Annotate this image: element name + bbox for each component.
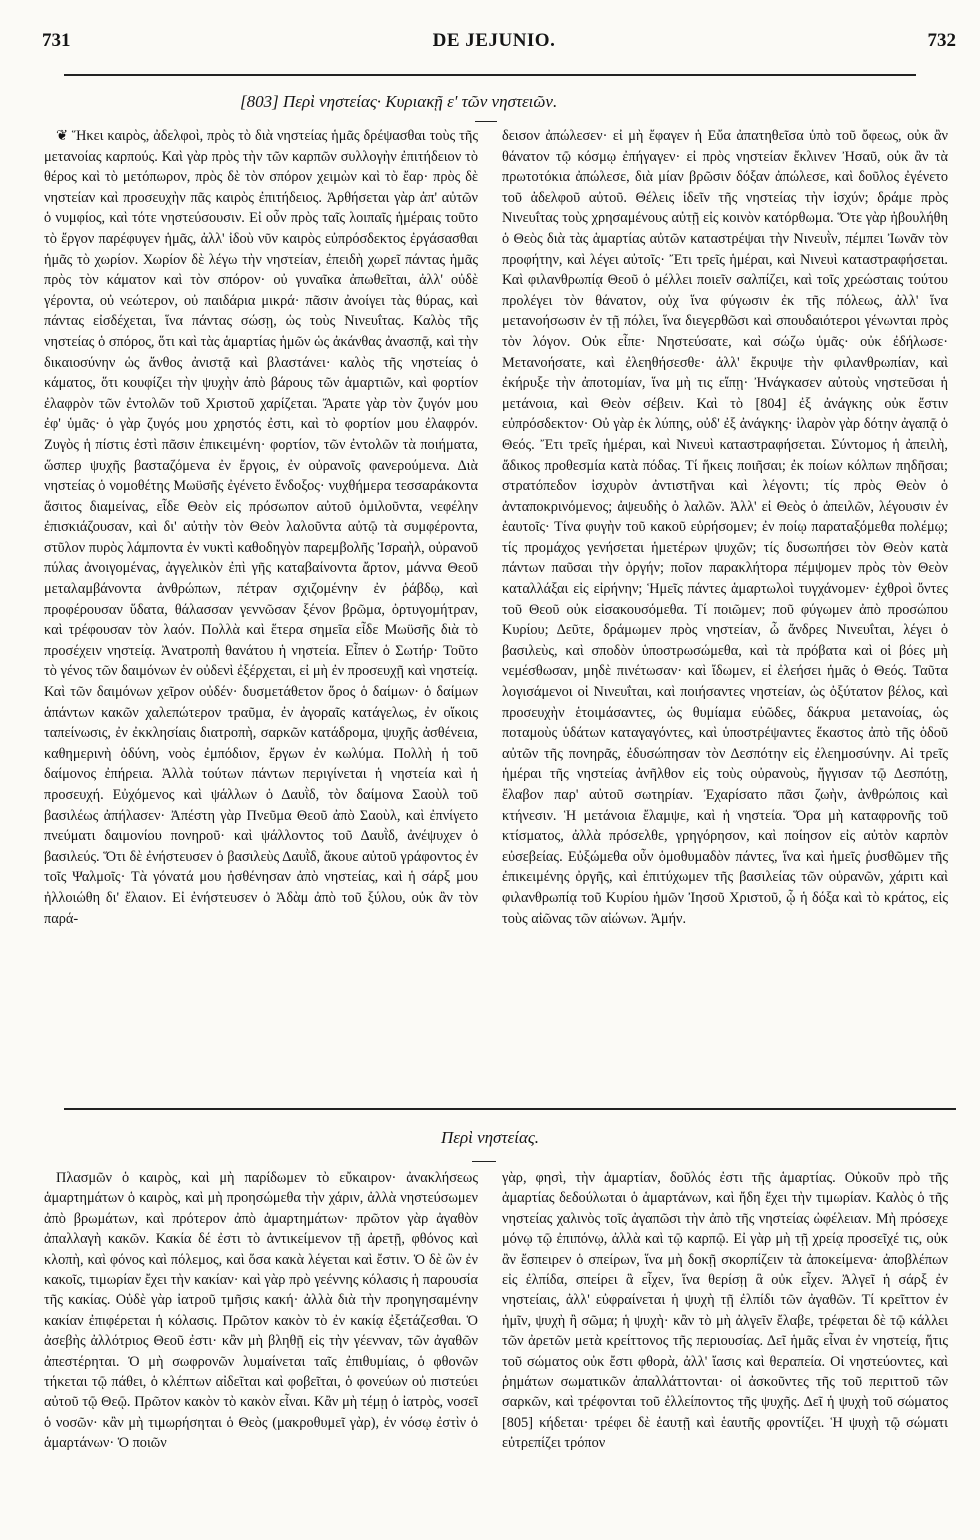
column-number-right: 732 — [927, 30, 956, 51]
section-1-right-column — [502, 126, 948, 1101]
section-2-left-column — [44, 1168, 478, 1520]
section-1-left-column — [44, 126, 478, 1101]
running-title: DE JEJUNIO. — [432, 30, 556, 51]
running-head — [30, 30, 958, 60]
section-1-right-text: δεισον ἀπώλεσεν· εἰ μὴ ἔφαγεν ἡ Εὔα ἀπατηθεῖσα ὑπὸ τοῦ ὄφεως, οὐκ ἂν θάνατον τῷ κόσμῳ ἐπήγαγεν· εἰ πρὸς νηστείαν ἔκλινεν Ἠσαῦ, οὐκ ἂν τὰ πρωτοτόκια ἀπώλεσε, διὰ μίαν βρῶσιν δόξαν ἀπώλεσε, καὶ δοῦλος ἐγένετο τοῦ ἀδελφοῦ αὐτοῦ. Θέλεις ἰδεῖν τῆς νηστείας τὴν ἰσχύν; δράμε πρὸς Νινευΐτας τοὺς χρησαμένους αὐτῇ εἰς κοινὸν κατόρθωμα. Ὅτε γὰρ ἠβουλήθη ὁ Θεὸς διὰ τὰς ἁμαρτίας αὐτῶν καταστρέψαι τὴν Νινευῒν, πέμπει Ἰωνᾶν τὸν προφήτην, καὶ λέγει αὐτοῖς· Ἔτι τρεῖς ἡμέραι, καὶ Νινευὶ καταστραφήσεται. Καὶ φιλανθρωπίᾳ Θεοῦ ὁ μέλλει ποιεῖν σαλπίζει, καὶ τοῖς χρεώσταις τούτου προλέγει τὸν θάνατον, οὐχ ἵνα φύγωσιν ἐκ τῆς πόλεως, ἀλλ' ἵνα μετανοήσωσιν ἐν τῇ πόλει, ἵνα διεγερθῶσι καὶ σπουδαιότεροι γένωνται πρὸς τὸν λόγον. Οὐκ εἶπε· Νηστεύσατε, καὶ σώζω ὑμᾶς· οὐκ ἐδήλωσε· Μετανοήσατε, καὶ ἐλεηθήσεσθε· ἀλλ' ἔκρυψε τὴν φιλανθρωπίαν, καὶ ἐκήρυξε τὴν ἀποτομίαν, ἵνα μὴ τις εἴπῃ· Ἠνάγκασεν αὐτοὺς νηστεῦσαι ἡ μετάνοια, καὶ Θεὸν σέβειν. Καὶ τὸ [804] ἐξ ἀνάγκης οὐκ ἔστιν εὐπρόσδεκτον· Οὐ γὰρ ἐκ λύπης, οὐδ' ἐξ ἀνάγκης· ἱλαρὸν γὰρ δότην ἀγαπᾷ ὁ Θεός. Ἔτι τρεῖς ἡμέραι, καὶ Νινευὶ καταστραφήσεται. Σύντομος ἡ ἀπειλὴ, ἄδικος προθεσμία κατὰ πόδας. Τί ἥκεις ποιῆσαι; ἐκ ποίων κόλπων πηδῆσαι; στρατόπεδον ἰσχυρὸν ἀντιστῆναι καὶ λέγοντι; τίς πρὸς Θεὸν ὁ ἀνταποκρινόμενος; ἀψευδὴς ὁ λαλῶν. Ἀλλ' εἰ Θεὸς ὁ ἀπειλῶν, λέγουσιν ἐν ἑαυτοῖς· Τίνα φυγὴν τοῦ κακοῦ εὑρήσομεν; ἐν ποίῳ παραταξόμεθα πολέμῳ; τίς προμάχος γενήσεται ἡμετέρων ψυχῶν; τίς δυσωπήσει τὸν Θεὸν κατὰ πάντων παῦσαι τὴν ὀργήν; ποῖον παρακλήτορα πέμψομεν πρὸς τὸν Θεὸν καταλλάξαι εἰς εἰρήνην; Ἡμεῖς πάντες ἁμαρτωλοὶ τυγχάνομεν· ἐχθροὶ ὄντες τοῦ Θεοῦ οὐκ εἰσακουσόμεθα. Τί ποιῶμεν; ποῦ φύγωμεν ἀπὸ προσώπου Κυρίου; Δεῦτε, δράμωμεν πρὸς νηστείαν, ὦ ἄνδρες Νινευΐται, λέγει ὁ βασιλεὺς, καὶ σποδὸν ὑποστρωσώμεθα, καὶ τὰ πρόβατα καὶ οἱ βόες μὴ νεμέσθωσαν, μηδὲ πινέτωσαν· καὶ ἴδωμεν, εἰ ἐλεήσει ἡμᾶς ὁ Θεός. Ταῦτα λογισάμενοι οἱ Νινευΐται, καὶ ποιήσαντες νηστείαν, ὡς ὀξύτατον βέλος, καὶ προσευχὴν ἑτοιμάσαντες, ὡς θυμίαμα εὐῶδες, δάκρυα μετανοίας, ὡς ποταμοὺς ὑδάτων καταγαγόντες, καὶ ὑποστρέψαντες ἕκαστος ἀπὸ τῆς ὁδοῦ αὐτῶν τῆς πονηρᾶς, ἐδυσώπησαν τὸν Δεσπότην εἰς ἐλεημοσύνην. Αἱ τρεῖς ἡμέραι τῆς νηστείας ἀνῆλθον εἰς τοὺς οὐρανοὺς, ἤγγισαν τῷ Δεσπότῃ, ἔλαβον παρ' αὐτοῦ σωτηρίαν. Ἐχαρίσατο πᾶσι ζωὴν, ἀνθρώποις καὶ κτήνεσιν. Ἡ μετάνοια ἔλαμψε, καὶ ἡ νηστεία. Ὅρα μὴ καταφρονῆς τοῦ κτίσματος, ἀλλὰ πρόσελθε, γρηγόρησον, καὶ ποίησον εἰς αὐτὸν καρπὸν εὐσεβείας. Εὐξώμεθα οὖν ὁμοθυμαδὸν πάντες, ἵνα καὶ ἡμεῖς ῥυσθῶμεν τῆς ἐπικειμένης ὀργῆς, καὶ ἐπιτύχωμεν τῆς βασιλείας τῶν οὐρανῶν, χάριτι καὶ φιλανθρωπίᾳ τοῦ Κυρίου ἡμῶν Ἰησοῦ Χριστοῦ, ᾧ ἡ δόξα καὶ τὸ κράτος, εἰς τοὺς αἰῶνας τῶν αἰώνων. Ἀμήν. — [502, 128, 948, 927]
section-1-title: [803] Περὶ νηστείας· Κυριακῇ ε' τῶν νηστειῶν. — [240, 92, 558, 111]
section-divider-rule — [64, 1108, 956, 1110]
header-rule — [64, 74, 916, 76]
section-2-title-rule — [472, 1161, 496, 1162]
column-number-left: 731 — [42, 30, 71, 51]
section-1-left-text: ❦ Ἥκει καιρὸς, ἀδελφοὶ, πρὸς τὸ διὰ νηστείας ἡμᾶς δρέψασθαι τοὺς τῆς μετανοίας καρπούς. Καὶ γὰρ πρὸς τὴν τῶν καρπῶν συλλογὴν ἐπιτήδειον τὸ θέρος καὶ τὸ μετόπωρον, πρὸς δὲ τὸν σπόρον χειμὼν καὶ τὸ ἔαρ· πρὸς δὲ νηστείαν καὶ προσευχὴν πᾶς καιρὸς ἐπιτήδειος. Ἀρθήσεται γὰρ ἀπ' αὐτῶν ὁ νυμφίος, καὶ τότε νηστεύσουσιν. Εἰ οὖν πρὸς ταῖς λοιπαῖς ἡμέραις τοῦτο τὸ ἔργον παρέφυγεν ἡμᾶς, ἀλλ' ἰδοὺ νῦν καιρὸς εὐπρόσδεκτος ἐργάσασθαι ἡμᾶς τὸ χωρίον. Χωρίον δὲ λέγω τὴν νηστείαν, ἐπειδὴ χωρεῖ πάντας ἡμᾶς πρὸς τὸν κάματον καὶ τὸν σπόρον· οὐ γυναῖκα ἀπωθεῖται, ἀλλ' οὐδὲ γέροντα, οὐ νεώτερον, οὐ παιδάρια μικρά· πᾶσιν ἀνοίγει τὰς θύρας, καὶ πάντας εἰσδέχεται, ἵνα πάντας σώσῃ, ὡς τοὺς Νινευΐτας. Καλὸς τῆς νηστείας ὁ σπόρος, ὅτι καὶ τὰς ἁμαρτίας ἡμῶν ὡς ἀκάνθας ἀνασπᾷ, καὶ τὴν δικαιοσύνην ὡς ἄνθος ἀνιστᾷ καὶ βλαστάνει· καλὸς τῆς νηστείας ὁ κάματος, ὅτι κουφίζει τὴν ψυχὴν ἀπὸ βάρους τῶν ἁμαρτιῶν, καὶ φορτίον ἐλαφρὸν τῶν ἐντολῶν τοῦ Χριστοῦ χαρίζεται. Ἄρατε γὰρ τὸν ζυγόν μου ἐφ' ὑμᾶς· ὁ γὰρ ζυγός μου χρηστός ἐστι, καὶ τὸ φορτίον μου ἐλαφρόν. Ζυγὸς ἡ πίστις ἐστὶ πᾶσιν ἐπικειμένη· φορτίον, τῶν ἐντολῶν τὰ ποιήματα, ὥσπερ ψυχῆς βασταζόμενα ἐν ἔργοις, ἐν οὐρανοῖς φανερούμενα. Διὰ νηστείας ὁ νομοθέτης Μωϋσῆς ἐγένετο ἔνδοξος· νυχθήμερα τεσσαράκοντα ἄσιτος διαμείνας, εἶδε Θεὸν εἰς πρόσωπον αὐτοῦ ὁμιλοῦντα, νεφέλην ἐπισκιάζουσαν, καὶ δι' αὐτὴν τὸν Θεὸν λαλοῦντα αὐτῷ τὰ συμφέροντα, στῦλον πυρὸς λάμποντα ἐν νυκτὶ καθοδηγὸν παρεμβολῆς Ἰσραὴλ, οὐρανοῦ πύλας ἀνοιγομένας, ἀγγελικὸν ἐπὶ γῆς καταβαίνοντα ἄρτον, μάννα Θεοῦ μεταλαμβάνοντα ἀνθρώπων, πέτραν σχιζομένην ἐν ῥάβδῳ, καὶ προφέρουσαν ὕδατα, θάλασσαν γεννῶσαν ξένον βρῶμα, ὀρτυγομήτραν, καὶ τρέφουσαν τὸν λαόν. Πολλὰ καὶ ἕτερα σημεῖα εἶδε Μωϋσῆς διὰ τὸ προσέχειν νηστείᾳ. Ἀνατροπὴ θανάτου ἡ νηστεία. Εἶπεν ὁ Σωτήρ· Τοῦτο τὸ γένος τῶν δαιμόνων ἐν οὐδενὶ ἐξέρχεται, εἰ μὴ ἐν προσευχῇ καὶ νηστείᾳ. Καὶ τῶν δαιμόνων χεῖρον οὐδέν· δυσμετάθετον ὅρος ὁ δαίμων· ὁ δαίμων ἁπάντων κακῶν χαλεπώτερον τραῦμα, ἐν ἀγοραῖς κατάγελως, ἐν οἴκοις ταπείνωσις, ἐν ἐκκλησίαις διατροπὴ, σαρκῶν κατάδρομα, ψυχῆς ἀσθένεια, καθημερινὴ ὀδύνη, νοὸς ἐμπόδιον, ἔργων ἐν κωλύμα. Πολλὴ ἡ τοῦ δαίμονος ἐπήρεια. Ἀλλὰ τούτων πάντων περιγίνεται ἡ νηστεία καὶ ἡ προσευχή. Εὐχόμενος καὶ ψάλλων ὁ Δαυῒδ, τὸν δαίμονα Σαοὺλ τοῦ βασιλέως ἀπήλασεν· Ἀπέστη γὰρ Πνεῦμα Θεοῦ ἀπὸ Σαοὺλ, καὶ ἐπνίγετο πνεύματι δαιμονίου πονηροῦ· καὶ ψάλλοντος τοῦ Δαυῒδ, ἀνέψυχεν ὁ βασιλεύς. Ὅτι δὲ ἐνήστευσεν ὁ βασιλεὺς Δαυῒδ, ἄκουε αὐτοῦ γράφοντος ἐν τοῖς Ψαλμοῖς· Τὰ γόνατά μου ἠσθένησαν ἀπὸ νηστείας, καὶ ἡ σάρξ μου ἠλλοιώθη δι' ἔλαιον. Εἰ ἐνήστευσεν ὁ Ἀδὰμ ἀπὸ τοῦ ξύλου, οὐκ ἂν τὸν παρά- — [44, 128, 478, 927]
section-2-right-column — [502, 1168, 948, 1520]
section-1-title-rule — [475, 121, 497, 122]
section-2-left-text: Πλασμῶν ὁ καιρὸς, καὶ μὴ παρίδωμεν τὸ εὔκαιρον· ἀνακλήσεως ἁμαρτημάτων ὁ καιρὸς, καὶ μὴ προησώμεθα τὴν χάριν, ἀλλὰ νηστεύσωμεν ἀπὸ βρωμάτων, καὶ πρότερον ἀπὸ ἁμαρτημάτων· πρῶτον γὰρ ἀγαθὸν ἀπαλλαγὴ κακῶν. Κακία δέ ἐστι τὸ ἀντικείμενον τῇ ἀρετῇ, φθόνος καὶ κλοπὴ, καὶ φόνος καὶ πόλεμος, καὶ ὅσα κακὰ λέγεται καὶ ἔστιν. Ὁ δὲ ὢν ἐν κακοῖς, τιμωρίαν ἔχει τὴν κακίαν· καὶ γὰρ πρὸ γεέννης κόλασις ἡ παρουσία τῆς κακίας. Οὐδὲ γὰρ ἰατροῦ τμῆσις κακή· ἀλλὰ διὰ τὴν προηγησαμένην κακίαν ἐπιφέρεται ἡ κόλασις. Πρῶτον κακὸν τὸ ἐν κακίᾳ ἐξετάζεσθαι. Ὁ ἀσεβὴς ἀλλότριος Θεοῦ ἐστι· κἂν μὴ βληθῇ εἰς τὴν γέενναν, τῶν ἀγαθῶν ἀπεστέρηται. Ὁ μὴ σωφρονῶν λυμαίνεται ταῖς ἐπιθυμίαις, ὁ φθονῶν τήκεται τῷ πάθει, ὁ κλέπτων αἰδεῖται καὶ φοβεῖται, ὁ φονεύων οὐ πιστεύει αὐτοῦ τῷ Θεῷ. Πρῶτον κακὸν τὸ κακὸν εἶναι. Κἂν μὴ τέμῃ ὁ ἰατρὸς, νοσεῖ ὁ νοσῶν· κἂν μὴ τιμωρήσηται ὁ Θεὸς (μακροθυμεῖ γὰρ), ἐν νόσῳ ἐστὶν ὁ ἁμαρτάνων· Ὁ ποιῶν — [44, 1170, 478, 1452]
section-2-title: Περὶ νηστείας. — [440, 1128, 540, 1147]
section-2-right-text: γὰρ, φησὶ, τὴν ἁμαρτίαν, δοῦλός ἐστι τῆς ἁμαρτίας. Οὐκοῦν πρὸ τῆς ἁμαρτίας δεδούλωται ὁ ἁμαρτάνων, καὶ ἤδη ἔχει τὴν τιμωρίαν. Καλὸς ὁ τῆς νηστείας χαλινὸς τοῖς ἀγαπῶσι τὴν ἀπὸ τῆς νηστείας ὠφέλειαν. Μὴ πρόσεχε μόνῳ τῷ ἐπιπόνῳ, ἀλλὰ καὶ τῷ καρπῷ. Εἰ γὰρ μὴ τῇ χρείᾳ προσεῖχέ τις, οὐκ ἂν ἔσπειρεν ὁ σπείρων, ἵνα μὴ δοκῇ σκορπίζειν τὰ ἀποκείμενα· ἀποβλέπων εἰς ἐλπίδα, σπείρει ἃ εἶχεν, ἵνα θερίσῃ ἃ οὐκ εἶχεν. Ἀλγεῖ ἡ σάρξ ἐν νηστείαις, ἀλλ' εὐφραίνεται ἡ ψυχὴ τῇ ἐλπίδι τῶν ἀγαθῶν. Τί κρεῖττον ἐν ἡμῖν, ψυχὴ ἢ σῶμα; ἡ ψυχὴ· κἂν τὸ μὴ ἀλγεῖν ἔλαβε, τρέφεται δὲ τῷ κάλλει τῶν ἀρετῶν μετὰ κρείττονος τῆς περιουσίας. Δεῖ ἡμᾶς εἶναι ἐν νηστείᾳ, ἥτις τοῦ σώματος οὐκ ἔστι φθορὰ, ἀλλ' ἴασις καὶ θεραπεία. Οἱ νηστεύοντες, καὶ ῥημάτων σωματικῶν ἀπαλλάττονται· οἱ ἀσκοῦντες τῆς τοῦ περιττοῦ τῶν σαρκῶν, καὶ τρέφονται τοῦ ἐλλείποντος τῆς ψυχῆς. Δεῖ ἡ ψυχὴ τοῦ σώματος [805] κήδεται· τρέφει δὲ ἑαυτῇ καὶ ἑαυτῆς φροντίζει. Ἡ ψυχὴ τῷ σώματι εὐτρεπίζει τρόπον — [502, 1170, 948, 1452]
